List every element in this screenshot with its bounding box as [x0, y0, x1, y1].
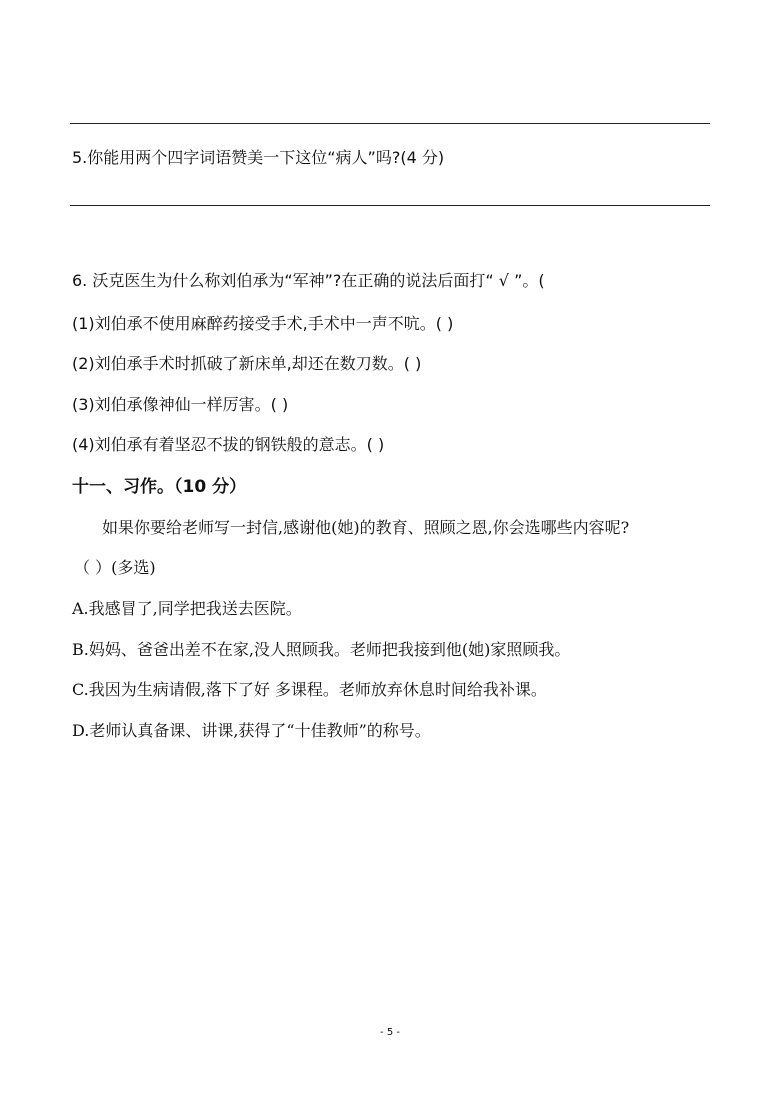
question-5: 5.你能用两个四字词语赞美一下这位“病人”吗?(4 分): [72, 148, 445, 167]
section-11-prompt: 如果你要给老师写一封信,感谢他(她)的教育、照顾之恩,你会选哪些内容呢?: [102, 518, 630, 537]
answer-line-q4: [70, 123, 710, 124]
question-6-option-3: (3)刘伯承像神仙一样厉害。( ): [72, 395, 289, 414]
answer-line-q5: [70, 205, 710, 206]
question-6-option-2: (2)刘伯承手术时抓破了新床单,却还在数刀数。( ): [72, 354, 422, 373]
section-11-answer-blank: （ ）(多选): [74, 558, 156, 577]
section-11-option-b: B.妈妈、爸爸出差不在家,没人照顾我。老师把我接到他(她)家照顾我。: [72, 640, 571, 659]
page-number: - 5 -: [380, 1027, 400, 1038]
section-11-option-c: C.我因为生病请假,落下了好 多课程。老师放弃休息时间给我补课。: [72, 680, 547, 699]
section-11-option-a: A.我感冒了,同学把我送去医院。: [72, 599, 302, 618]
question-6-option-1: (1)刘伯承不使用麻醉药接受手术,手术中一声不吭。( ): [72, 314, 454, 333]
question-6-option-4: (4)刘伯承有着坚忍不拔的钢铁般的意志。( ): [72, 435, 385, 454]
section-11-heading: 十一、习作。（10 分）: [72, 477, 247, 497]
question-6-prompt: 6. 沃克医生为什么称刘伯承为“军神”?在正确的说法后面打“ √ ”。(: [72, 271, 545, 290]
section-11-option-d: D.老师认真备课、讲课,获得了“十佳教师”的称号。: [72, 721, 431, 740]
